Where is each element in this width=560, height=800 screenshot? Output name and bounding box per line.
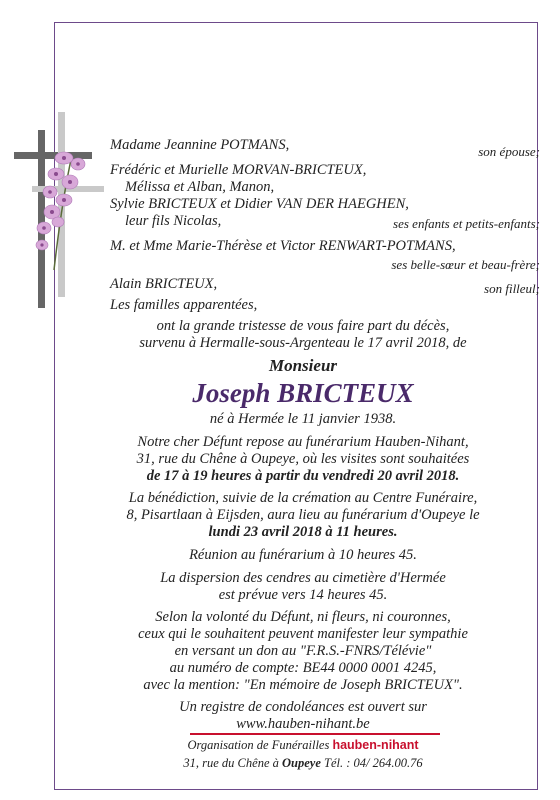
birth-line: né à Hermée le 11 janvier 1938.: [209, 411, 397, 427]
visit-hours: de 17 à 19 heures à partir du vendredi 20 avril 2018.: [146, 468, 460, 484]
footer-organisation: [118, 738, 488, 753]
wishes-line: au numéro de compte: BE44 0000 0001 4245,: [169, 660, 437, 676]
family-line: M. et Mme Marie-Thérèse et Victor RENWART-POTMANS,: [110, 238, 456, 254]
family-line: leur fils Nicolas,: [125, 213, 222, 229]
ceremony-date: lundi 23 avril 2018 à 11 heures.: [208, 524, 398, 540]
benediction-line: 8, Pisartlaan à Eijsden, aura lieu au funérarium d'Oupeye le: [126, 507, 480, 523]
address-street: 31, rue du Chêne à: [183, 756, 282, 770]
deceased-title: Monsieur: [268, 356, 338, 375]
cross-with-orchids-icon: [12, 100, 104, 315]
repose-line: 31, rue du Chêne à Oupeye, où les visites sont souhaitées: [136, 451, 470, 467]
wishes-line: Selon la volonté du Défunt, ni fleurs, ni couronnes,: [155, 609, 451, 625]
footer-address: [118, 756, 488, 771]
family-line: Les familles apparentées,: [110, 297, 258, 313]
repose-line: Notre cher Défunt repose au funérarium Hauben-Nihant,: [137, 434, 469, 450]
footer-prefix: Organisation de Funérailles: [187, 738, 330, 752]
announcement-line: ont la grande tristesse de vous faire part du décès,: [156, 318, 450, 334]
brand-name: hauben-nihant: [332, 738, 419, 752]
deceased-name: Joseph BRICTEUX: [192, 378, 414, 408]
wishes-line: ceux qui le souhaitent peuvent manifester leur sympathie: [138, 626, 468, 642]
address-town: Oupeye: [282, 756, 321, 770]
reunion-line: Réunion au funérarium à 10 heures 45.: [189, 547, 417, 563]
family-line: Madame Jeannine POTMANS,: [110, 137, 290, 153]
dispersion-line: La dispersion des cendres au cimetière d'Hermée: [160, 570, 446, 586]
relation-label: son filleul;: [484, 281, 540, 296]
relation-label: ses belle-sœur et beau-frère;: [391, 257, 540, 272]
wishes-line: en versant un don au "F.R.S.-FNRS/Télévie": [174, 643, 432, 659]
registry-line: Un registre de condoléances est ouvert sur: [179, 699, 427, 715]
family-line: Sylvie BRICTEUX et Didier VAN DER HAEGHEN,: [110, 196, 409, 212]
ceremony-date-text: lundi 23 avril 2018 à 11 heures: [208, 524, 394, 540]
benediction-line: La bénédiction, suivie de la crémation au Centre Funéraire,: [128, 490, 478, 506]
registry-website: www.hauben-nihant.be: [236, 716, 370, 732]
relation-label: son épouse;: [478, 144, 540, 159]
footer-divider: [190, 733, 440, 735]
announcement-line: survenu à Hermalle-sous-Argenteau le 17 avril 2018, de: [139, 335, 467, 351]
family-line: Frédéric et Murielle MORVAN-BRICTEUX,: [110, 162, 367, 178]
visit-hours-text: de 17 à 19 heures à partir du vendredi 20 avril 2018: [146, 468, 456, 484]
family-line: Mélissa et Alban, Manon,: [125, 179, 275, 195]
wishes-line: avec la mention: "En mémoire de Joseph BRICTEUX".: [143, 677, 463, 693]
family-line: Alain BRICTEUX,: [110, 276, 218, 292]
address-phone: Tél. : 04/ 264.00.76: [320, 756, 423, 770]
relation-label: ses enfants et petits-enfants;: [393, 216, 540, 231]
dispersion-line: est prévue vers 14 heures 45.: [218, 587, 388, 603]
